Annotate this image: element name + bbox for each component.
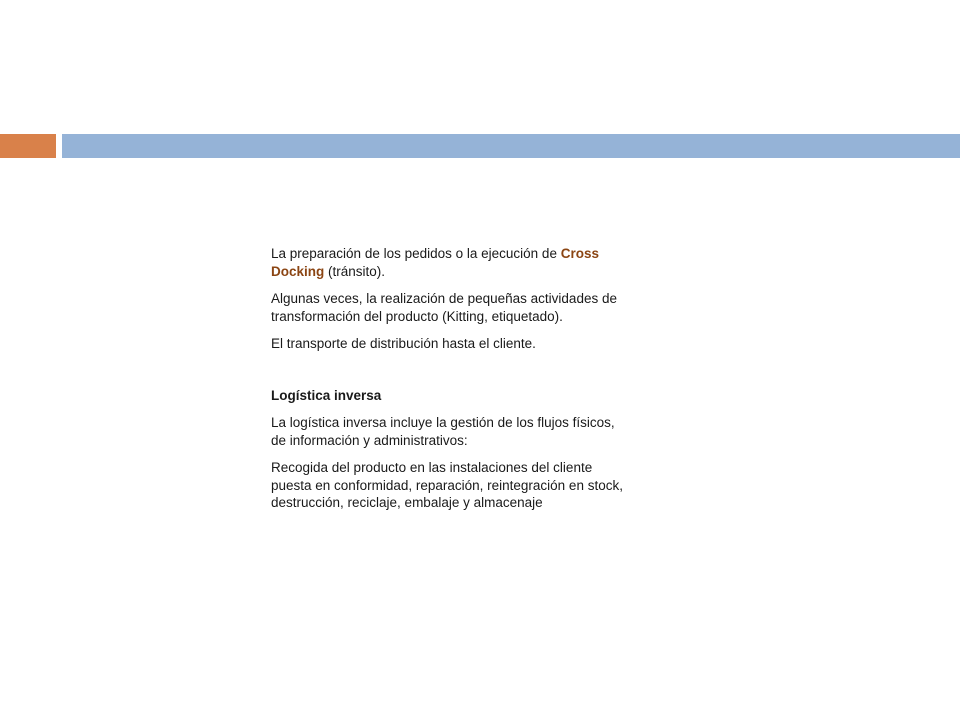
paragraph-order-preparation-text: La preparación de los pedidos o la ejecución de	[271, 246, 561, 261]
paragraph-reverse-logistics: La logística inversa incluye la gestión de los flujos físicos, de información y administrativos:	[271, 415, 615, 448]
accent-bar-blue	[62, 134, 960, 158]
paragraph-order-preparation-tail: (tránsito).	[324, 263, 386, 279]
paragraph-product-collection: Recogida del producto en las instalaciones del cliente puesta en conformidad, reparación, reintegración en stock, destrucción, reciclaje, embalaje y almacenaje	[271, 460, 623, 510]
paragraph-transformation: Algunas veces, la realización de pequeñas actividades de transformación del producto (Kitting, etiquetado).	[271, 291, 617, 324]
paragraph-order-preparation	[271, 245, 631, 280]
slide-body	[271, 245, 631, 522]
cross-docking-highlight: Cross Docking	[271, 246, 599, 279]
paragraph-transport: El transporte de distribución hasta el cliente.	[271, 336, 536, 351]
accent-bar-orange	[0, 134, 56, 158]
section-heading: Logística inversa	[271, 387, 382, 403]
